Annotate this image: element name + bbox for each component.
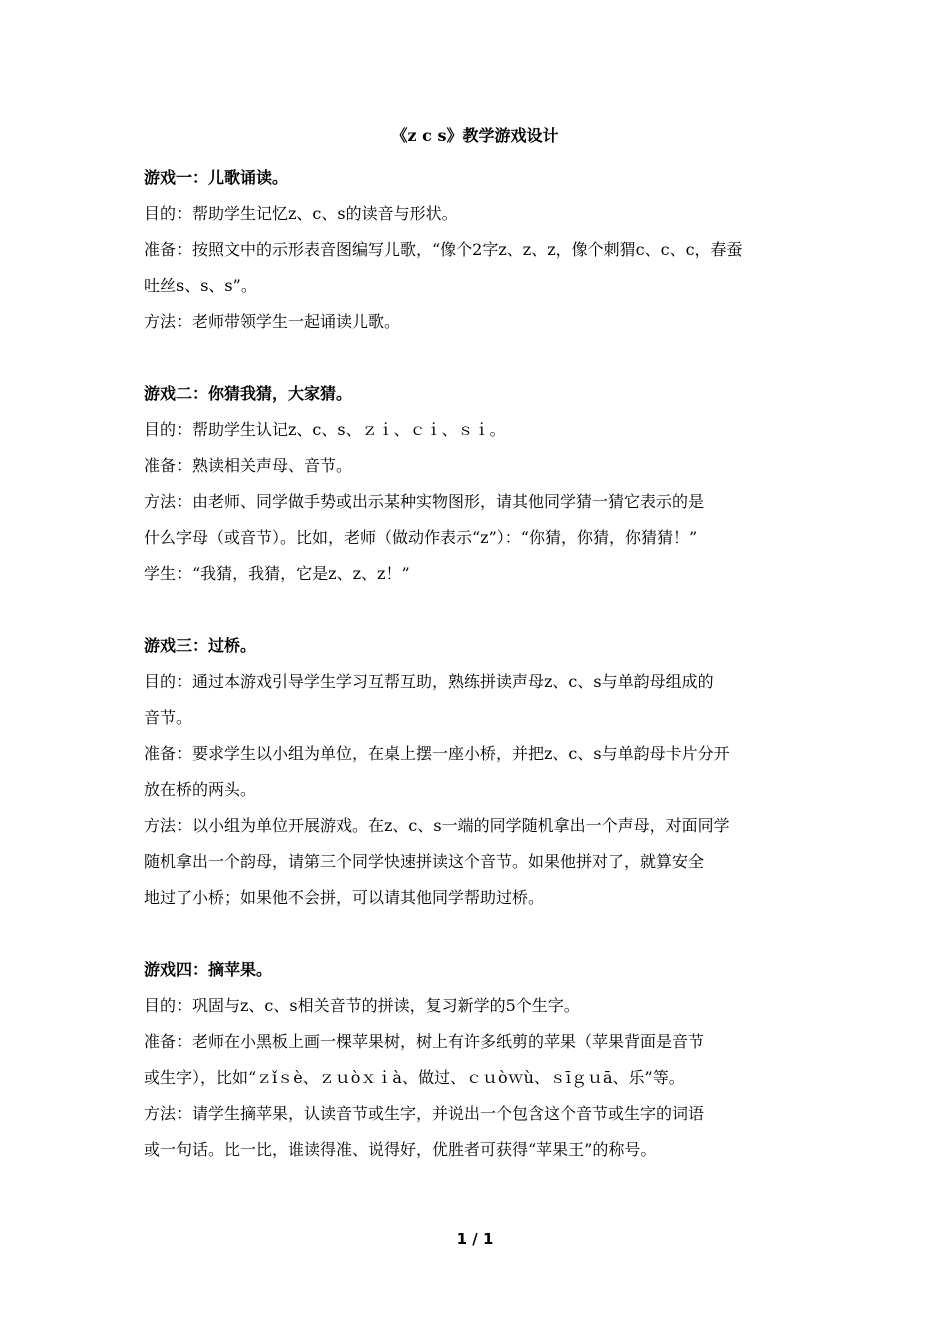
- paragraph-line: 方法：以小组为单位开展游戏。在z、c、s一端的同学随机拿出一个声母，对面同学: [144, 816, 730, 835]
- paragraph-line: 方法：请学生摘苹果，认读音节或生字，并说出一个包含这个音节或生字的词语: [144, 1104, 705, 1123]
- game-heading: 游戏二：你猜我猜，大家猜。: [144, 384, 353, 403]
- paragraph-line: 或一句话。比一比，谁读得准、说得好，优胜者可获得“苹果王”的称号。: [144, 1140, 657, 1159]
- section-gap: [144, 340, 816, 376]
- page-number: 1 / 1: [456, 1230, 494, 1248]
- paragraph-line: 目的：通过本游戏引导学生学习互帮互助，熟练拼读声母z、c、s与单韵母组成的: [144, 672, 714, 691]
- paragraph-line: 准备：按照文中的示形表音图编写儿歌，“像个2字z、z、z，像个刺猬c、c、c，春蚕: [144, 240, 743, 259]
- paragraph-line: 随机拿出一个韵母，请第三个同学快速拼读这个音节。如果他拼对了，就算安全: [144, 852, 705, 871]
- paragraph-line: 目的：巩固与z、c、s相关音节的拼读，复习新学的5个生字。: [144, 996, 580, 1015]
- paragraph-line: 方法：老师带领学生一起诵读儿歌。: [144, 312, 401, 331]
- game-section-1: [144, 160, 816, 340]
- section-gap: [144, 592, 816, 628]
- document-title: 《z c s》教学游戏设计: [391, 126, 559, 145]
- game-heading: 游戏四：摘苹果。: [144, 960, 273, 979]
- paragraph-line: 准备：老师在小黑板上画一棵苹果树，树上有许多纸剪的苹果（苹果背面是音节: [144, 1032, 705, 1051]
- paragraph-line: 目的：帮助学生记忆z、c、s的读音与形状。: [144, 204, 458, 223]
- paragraph-line: 学生：“我猜，我猜，它是z、z、z！”: [144, 564, 410, 583]
- paragraph-line: 什么字母（或音节）。比如，老师（做动作表示“z”）：“你猜，你猜，你猜猜！”: [144, 528, 698, 547]
- paragraph-line: 地过了小桥；如果他不会拼，可以请其他同学帮助过桥。: [144, 888, 545, 907]
- game-section-2: [144, 376, 816, 592]
- game-heading: 游戏三：过桥。: [144, 636, 257, 655]
- game-section-3: [144, 628, 816, 916]
- paragraph-line: 或生字），比如“ｚǐｓè、ｚｕòｘｉà、做过、ｃｕòｗù、ｓīｇｕā、乐”等。: [144, 1068, 685, 1087]
- paragraph-line: 吐丝s、s、s”。: [144, 276, 257, 295]
- paragraph-line: 准备：要求学生以小组为单位，在桌上摆一座小桥，并把z、c、s与单韵母卡片分开: [144, 744, 730, 763]
- game-heading: 游戏一：儿歌诵读。: [144, 168, 289, 187]
- paragraph-line: 目的：帮助学生认记z、c、s、ｚｉ、ｃｉ、ｓｉ。: [144, 420, 506, 439]
- document-body: [144, 160, 816, 1168]
- paragraph-line: 音节。: [144, 708, 193, 727]
- paragraph-line: 方法：由老师、同学做手势或出示某种实物图形，请其他同学猜一猜它表示的是: [144, 492, 705, 511]
- paragraph-line: 准备：熟读相关声母、音节。: [144, 456, 353, 475]
- game-section-4: [144, 952, 816, 1168]
- section-gap: [144, 916, 816, 952]
- paragraph-line: 放在桥的两头。: [144, 780, 257, 799]
